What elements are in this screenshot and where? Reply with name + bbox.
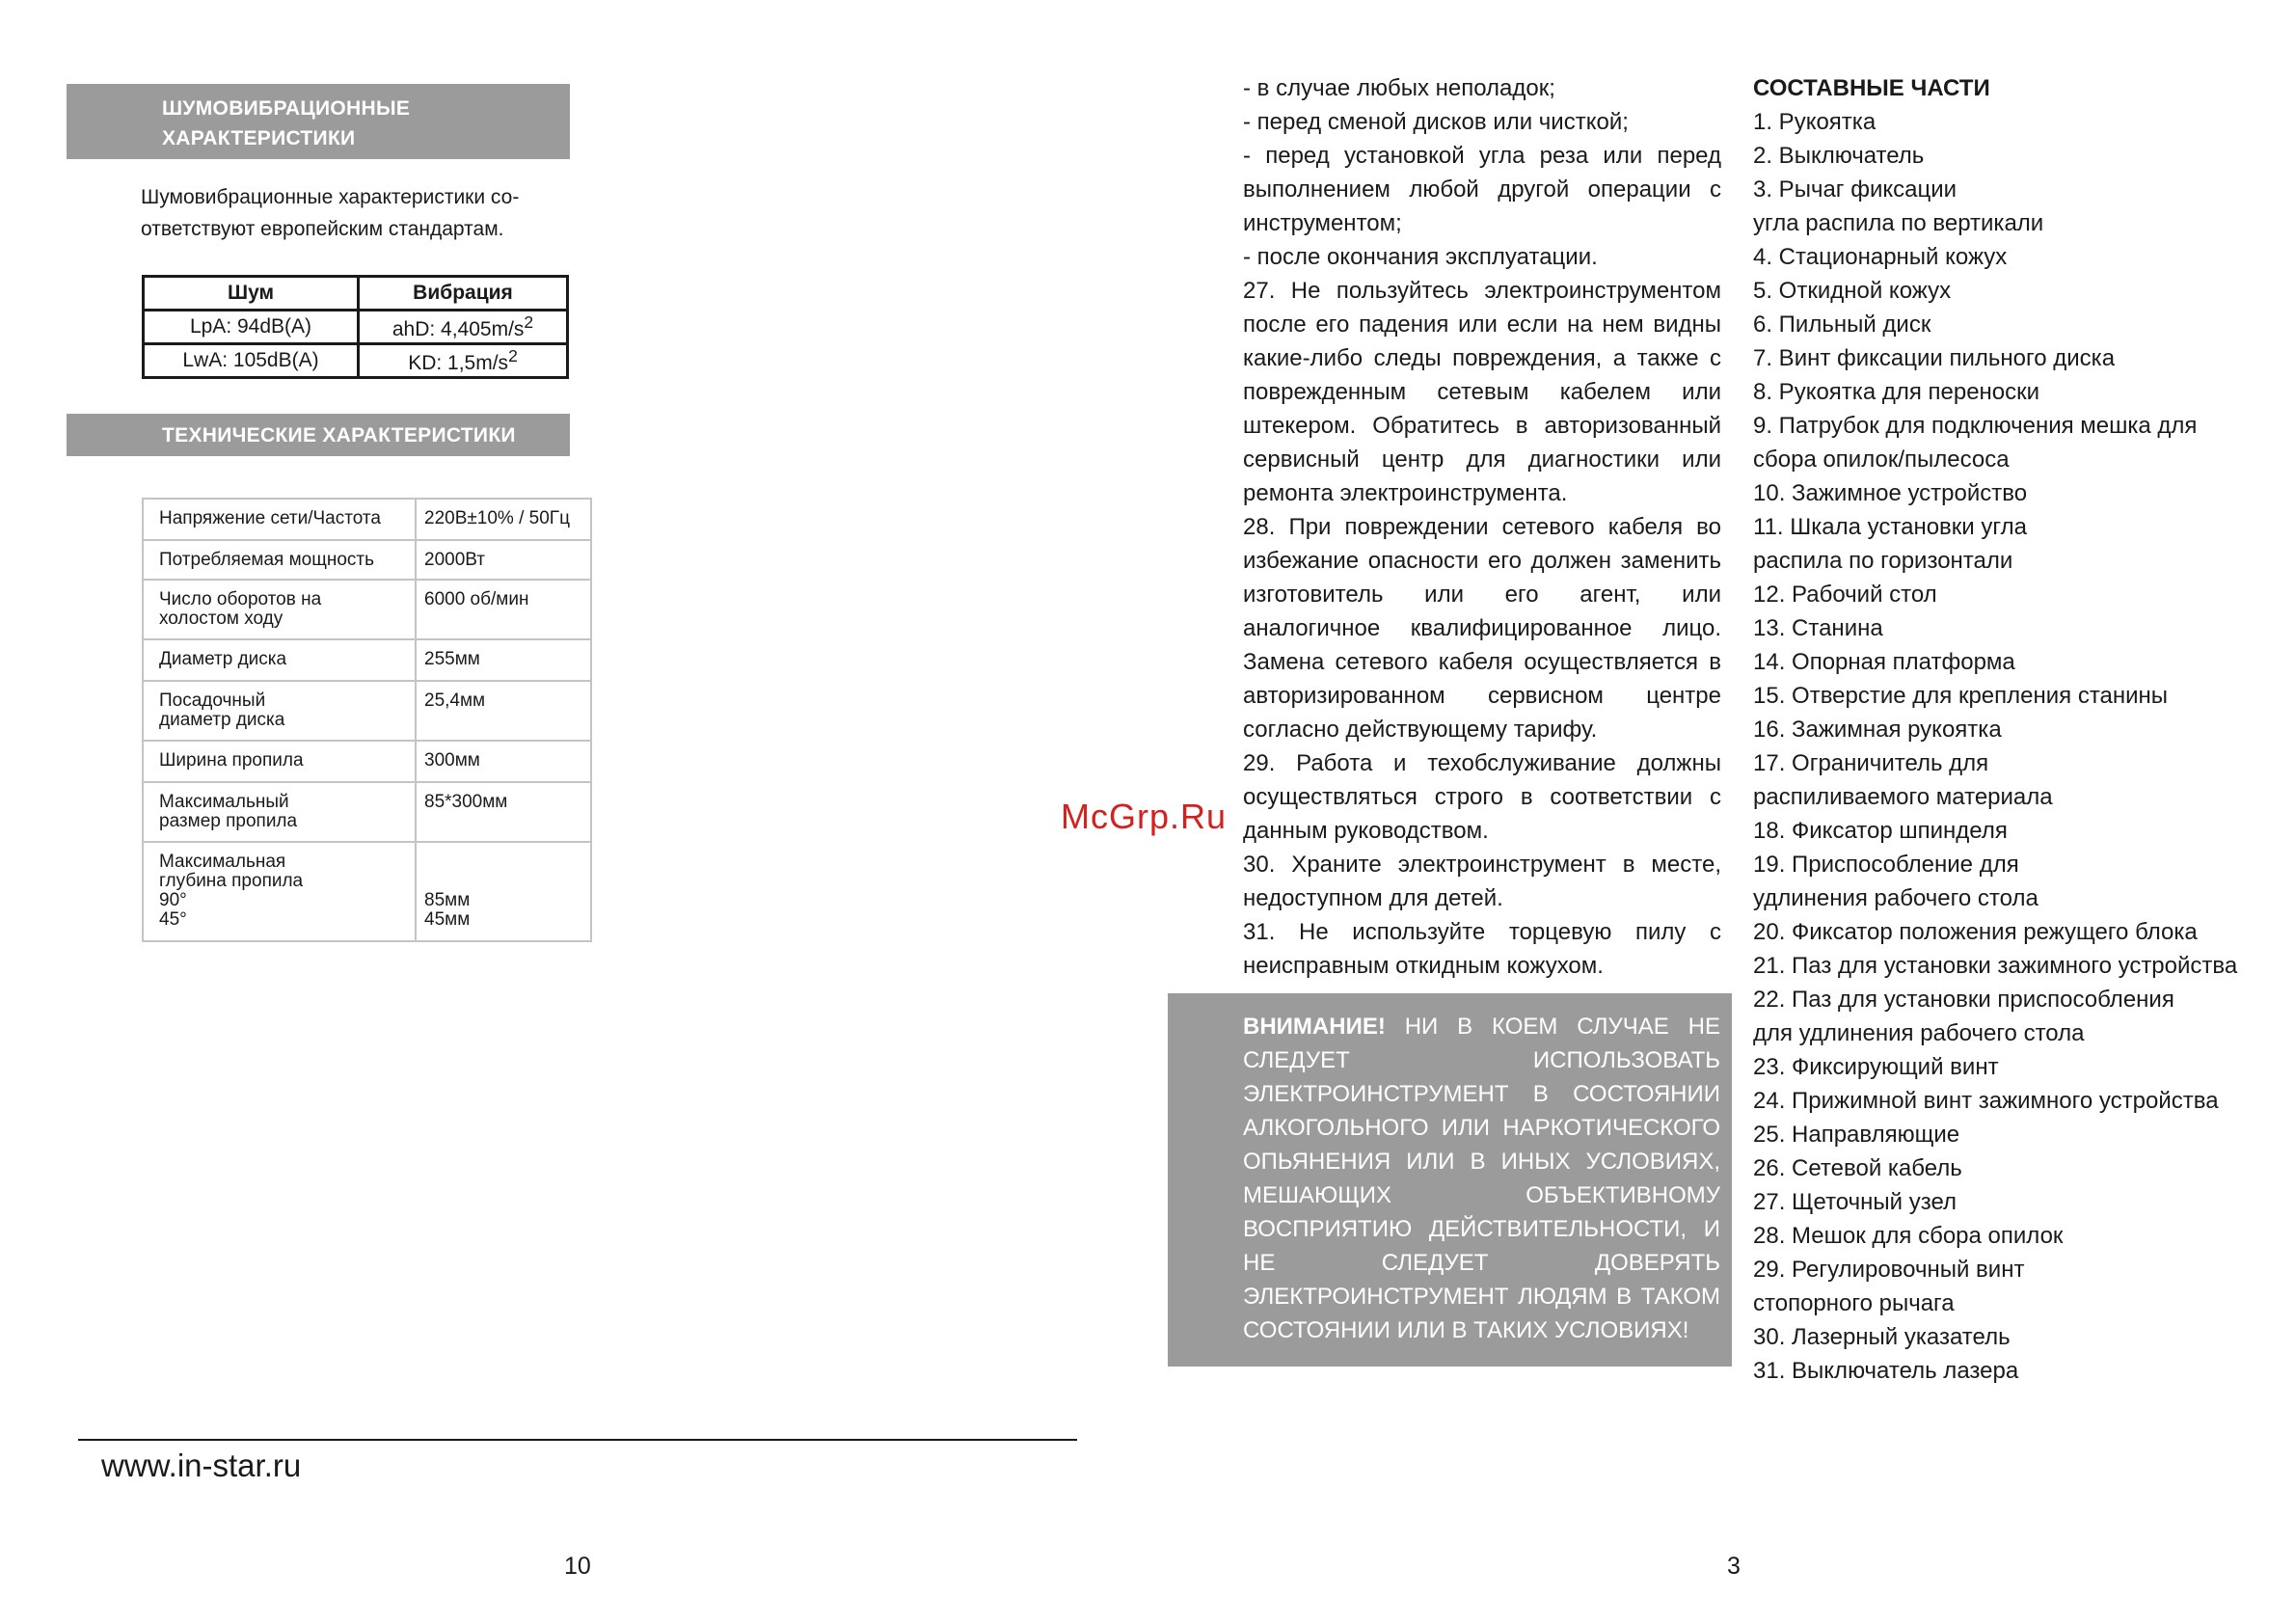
list-item: сбора опилок/пылесоса: [1753, 447, 2010, 473]
safety-item-30: 30. Храните электроинструмент в месте, недоступном для детей.: [1243, 852, 1721, 911]
safety-line: - перед сменой дисков или чисткой;: [1243, 109, 1629, 135]
list-item: 12. Рабочий стол: [1753, 582, 1937, 608]
spec-value-line: 2000Вт: [424, 550, 486, 570]
list-item: 4. Стационарный кожух: [1753, 244, 2008, 270]
table-header-row: [144, 277, 568, 311]
spec-value: [416, 842, 591, 941]
noise-description-line1: Шумовибрационные характеристики со-: [141, 186, 520, 208]
page-number-left: 10: [564, 1553, 591, 1580]
noise-description-line2: ответствуют европейским стандартам.: [141, 218, 504, 240]
parts-list: [1753, 71, 2254, 1388]
vibration-value: [359, 344, 568, 378]
spec-key: [143, 499, 416, 540]
table-row: [143, 741, 591, 782]
list-item: удлинения рабочего стола: [1753, 885, 2038, 911]
list-item: стопорного рычага: [1753, 1290, 1955, 1316]
spec-key-line: Напряжение сети/Частота: [159, 508, 381, 528]
table-row: [143, 842, 591, 941]
spec-value: [416, 540, 591, 580]
spec-value-line: 220В±10% / 50Гц: [424, 508, 570, 528]
tech-section-header: [67, 414, 570, 456]
table-row: [143, 639, 591, 681]
spec-key-line: Число оборотов на: [159, 589, 322, 609]
table-row: [143, 540, 591, 580]
spec-key-line: Потребляемая мощность: [159, 550, 375, 570]
watermark: McGrp.Ru: [1061, 797, 1228, 836]
list-item: 13. Станина: [1753, 615, 1883, 641]
spec-value-line: [424, 872, 584, 891]
noise-section-header: [67, 84, 570, 159]
spec-value-line: 45мм: [424, 909, 471, 930]
spec-key-line: Максимальный: [159, 792, 289, 812]
list-item: 9. Патрубок для подключения мешка для: [1753, 413, 2198, 439]
vibration-exponent: 2: [508, 346, 518, 365]
list-item: 3. Рычаг фиксации: [1753, 176, 1958, 203]
noise-value: LpA: 94dB(A): [144, 311, 359, 344]
safety-line: - в случае любых неполадок;: [1243, 75, 1555, 101]
spec-key: [143, 842, 416, 941]
warning-label: ВНИМАНИЕ!: [1243, 1014, 1386, 1040]
noise-value: LwA: 105dB(A): [144, 344, 359, 378]
list-item: 14. Опорная платформа: [1753, 649, 2015, 675]
spec-key-line: 45°: [159, 909, 187, 930]
spec-value: [416, 639, 591, 681]
list-item: 11. Шкала установки угла: [1753, 514, 2027, 540]
vibration-header: Вибрация: [359, 277, 568, 311]
site-url: www.in-star.ru: [101, 1448, 302, 1483]
spec-key-line: 90°: [159, 890, 187, 910]
list-item: 2. Выключатель: [1753, 143, 1925, 169]
noise-section-title-line2: ХАРАКТЕРИСТИКИ: [162, 127, 356, 149]
spec-key-line: размер пропила: [159, 811, 298, 831]
safety-item-27: 27. Не пользуйтесь электроинструментом после его падения или если на нем видны какие-либо следы повреждения, а также с поврежденным сетевым кабелем или штекером. Обратитесь в авторизованный сервисный центр для диагностики или ремонта электроинструмента.: [1243, 278, 1721, 506]
noise-header: Шум: [144, 277, 359, 311]
table-row: [144, 311, 568, 344]
parts-items: [1753, 105, 2254, 1388]
list-item: 21. Паз для установки зажимного устройства: [1753, 953, 2238, 979]
spec-key: [143, 540, 416, 580]
list-item: 17. Ограничитель для: [1753, 750, 1989, 776]
noise-description: [141, 181, 584, 245]
vibration-value: [359, 311, 568, 344]
spec-value-line: 85*300мм: [424, 792, 508, 812]
spec-key-line: холостом ходу: [159, 609, 284, 629]
spec-key-line: диаметр диска: [159, 710, 285, 730]
spec-value-line: 300мм: [424, 750, 480, 771]
safety-line: - перед установкой угла реза или перед выполнением любой другой операции с инструментом;: [1243, 143, 1721, 236]
list-item: 1. Рукоятка: [1753, 109, 1876, 135]
spec-value: [416, 741, 591, 782]
safety-item-29: 29. Работа и техобслуживание должны осуществляться строго в соответствии с данным руководством.: [1243, 750, 1721, 844]
spec-value: [416, 580, 591, 639]
list-item: угла распила по вертикали: [1753, 210, 2044, 236]
noise-vibration-table: [142, 275, 569, 379]
spec-key-line: Ширина пропила: [159, 750, 304, 771]
list-item: 19. Приспособление для: [1753, 852, 2019, 878]
spec-key-line: Посадочный: [159, 690, 266, 711]
spec-value: [416, 782, 591, 842]
spec-value-line: 85мм: [424, 890, 471, 910]
list-item: 30. Лазерный указатель: [1753, 1324, 2011, 1350]
list-item: 5. Откидной кожух: [1753, 278, 1952, 304]
spec-value-line: 255мм: [424, 649, 480, 669]
list-item: 8. Рукоятка для переноски: [1753, 379, 2040, 405]
table-row: [143, 499, 591, 540]
vibration-value-text: ahD: 4,405m/s: [392, 318, 525, 340]
safety-item-28: 28. При повреждении сетевого кабеля во избежание опасности его должен заменить изготовитель или его агент, или аналогичное квалифицированное лицо. Замена сетевого кабеля осуществляется в авторизированном сервисном центре согласно действующему тарифу.: [1243, 514, 1721, 743]
safety-instructions: [1243, 71, 1721, 983]
spec-key: [143, 741, 416, 782]
warning-box: [1168, 993, 1732, 1367]
spec-key-line: Диаметр диска: [159, 649, 287, 669]
list-item: 24. Прижимной винт зажимного устройства: [1753, 1088, 2219, 1114]
list-item: 29. Регулировочный винт: [1753, 1257, 2025, 1283]
list-item: 28. Мешок для сбора опилок: [1753, 1223, 2064, 1249]
spec-key: [143, 681, 416, 741]
spec-value-line: [424, 853, 584, 872]
list-item: 23. Фиксирующий винт: [1753, 1054, 1999, 1080]
page-number-right: 3: [1727, 1553, 1741, 1580]
table-row: [144, 344, 568, 378]
vibration-exponent: 2: [524, 312, 534, 332]
list-item: 25. Направляющие: [1753, 1122, 1960, 1148]
tech-section-title: ТЕХНИЧЕСКИЕ ХАРАКТЕРИСТИКИ: [162, 424, 516, 447]
spec-value: [416, 499, 591, 540]
warning-text: НИ В КОЕМ СЛУЧАЕ НЕ СЛЕДУЕТ ИСПОЛЬЗОВАТЬ ЭЛЕКТРОИНСТРУМЕНТ В СОСТОЯНИИ АЛКОГОЛЬНОГО ИЛИ НАРКОТИЧЕСКОГО ОПЬЯНЕНИЯ ИЛИ В ИНЫХ УСЛОВИЯХ, МЕШАЮЩИХ ОБЪЕКТИВНОМУ ВОСПРИЯТИЮ ДЕЙСТВИТЕЛЬНОСТИ, И НЕ СЛЕДУЕТ ДОВЕРЯТЬ ЭЛЕКТРОИНСТРУМЕНТ ЛЮДЯМ В ТАКОМ СОСТОЯНИИ ИЛИ В ТАКИХ УСЛОВИЯХ!: [1243, 1014, 1721, 1343]
tech-specs-table: [142, 498, 592, 942]
list-item: 26. Сетевой кабель: [1753, 1155, 1962, 1181]
noise-section-title-line1: ШУМОВИБРАЦИОННЫЕ: [162, 97, 411, 120]
safety-line: - после окончания эксплуатации.: [1243, 244, 1598, 270]
footer-divider: [78, 1439, 1077, 1441]
list-item: 6. Пильный диск: [1753, 311, 1931, 338]
spec-value-line: 25,4мм: [424, 690, 486, 711]
spec-value-line: 6000 об/мин: [424, 589, 529, 609]
table-row: [143, 681, 591, 741]
spec-key-line: Максимальная: [159, 852, 286, 872]
list-item: 22. Паз для установки приспособления: [1753, 987, 2174, 1013]
list-item: 18. Фиксатор шпинделя: [1753, 818, 2008, 844]
vibration-value-text: KD: 1,5m/s: [408, 352, 509, 374]
list-item: 7. Винт фиксации пильного диска: [1753, 345, 2116, 371]
spec-key: [143, 639, 416, 681]
list-item: 20. Фиксатор положения режущего блока: [1753, 919, 2198, 945]
spec-key: [143, 580, 416, 639]
safety-item-31: 31. Не используйте торцевую пилу с неисправным откидным кожухом.: [1243, 919, 1721, 979]
spec-value: [416, 681, 591, 741]
list-item: 27. Щеточный узел: [1753, 1189, 1957, 1215]
list-item: распила по горизонтали: [1753, 548, 2013, 574]
list-item: распиливаемого материала: [1753, 784, 2053, 810]
table-row: [143, 782, 591, 842]
list-item: для удлинения рабочего стола: [1753, 1020, 2085, 1046]
list-item: 10. Зажимное устройство: [1753, 480, 2028, 506]
spec-key-line: глубина пропила: [159, 871, 304, 891]
parts-title: СОСТАВНЫЕ ЧАСТИ: [1753, 75, 1990, 101]
spec-key: [143, 782, 416, 842]
table-row: [143, 580, 591, 639]
list-item: 15. Отверстие для крепления станины: [1753, 683, 2169, 709]
list-item: 16. Зажимная рукоятка: [1753, 717, 2002, 743]
list-item: 31. Выключатель лазера: [1753, 1358, 2019, 1384]
